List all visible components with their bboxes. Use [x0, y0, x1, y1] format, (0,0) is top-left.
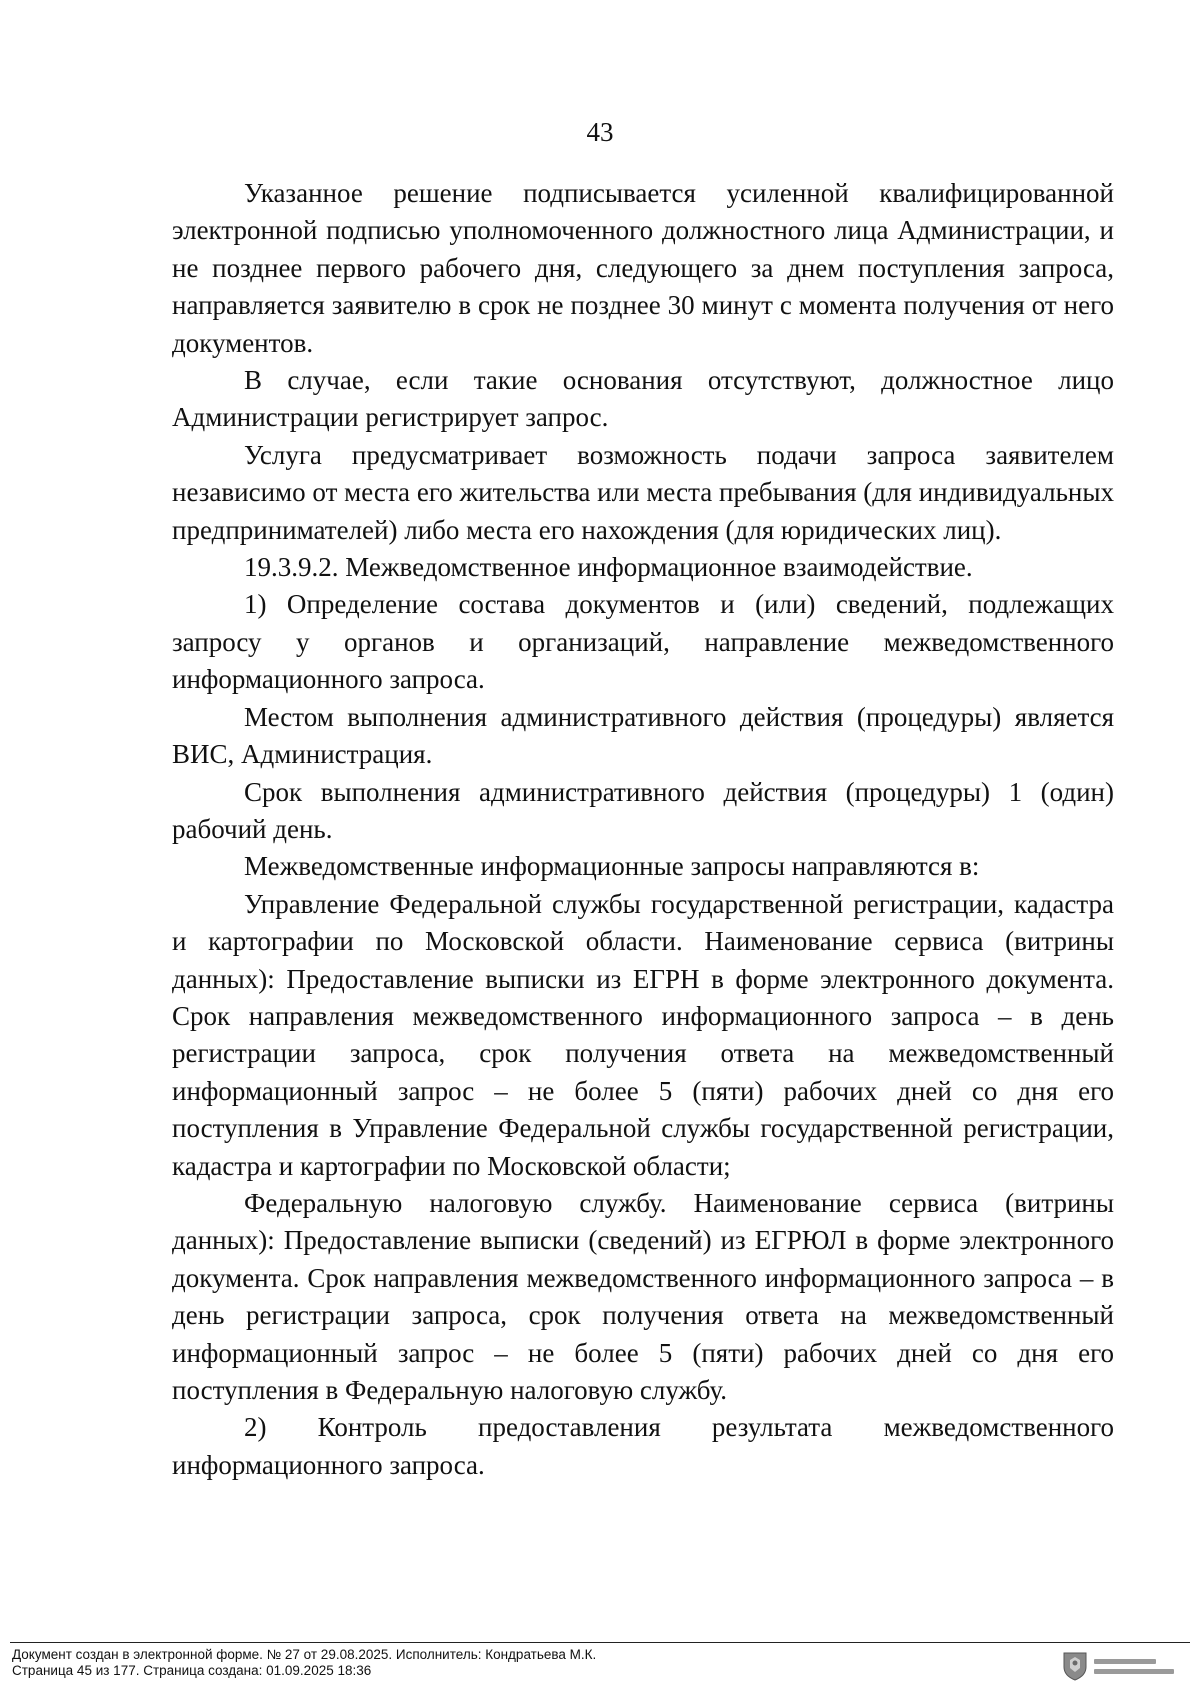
paragraph: В случае, если такие основания отсутствуют, должностное лицо Администрации регистрирует запрос.	[172, 365, 1114, 433]
page-number: 43	[586, 117, 614, 147]
document-body	[172, 175, 1114, 1484]
footer-divider	[10, 1642, 1190, 1643]
document-footer	[12, 1647, 596, 1679]
paragraph: Услуга предусматривает возможность подачи запроса заявителем независимо от места его жительства или места пребывания (для индивидуальных предпринимателей) либо места его нахождения (для юридических лиц).	[172, 439, 1114, 545]
government-logo	[1062, 1648, 1190, 1684]
footer-line-document-info: Документ создан в электронной форме. № 27 от 29.08.2025. Исполнитель: Кондратьева М.К.	[12, 1647, 597, 1662]
coat-of-arms-icon	[1062, 1651, 1088, 1681]
footer-line-page-info: Страница 45 из 177. Страница создана: 01.09.2025 18:36	[12, 1663, 372, 1678]
paragraph: Межведомственные информационные запросы направляются в:	[244, 851, 980, 882]
paragraph: 1) Определение состава документов и (или) сведений, подлежащих запросу у органов и организаций, направление межведомственного информационного запроса.	[172, 589, 1114, 695]
paragraph: 2) Контроль предоставления результата межведомственного информационного запроса.	[172, 1412, 1114, 1480]
paragraph: Местом выполнения административного действия (процедуры) является ВИС, Администрация.	[172, 701, 1114, 770]
paragraph: Указанное решение подписывается усиленной квалифицированной электронной подписью уполномоченного должностного лица Администрации, и не позднее первого рабочего дня, следующего за днем поступления запроса, направляется заявителю в срок не позднее 30 минут с момента получения от него документов.	[172, 178, 1114, 358]
paragraph: Федеральную налоговую службу. Наименование сервиса (витрины данных): Предоставление выписки (сведений) из ЕГРЮЛ в форме электронного документа. Срок направления межведомственного информационного запроса – в день регистрации запроса, срок получения ответа на межведомственный информационный запрос – не более 5 (пяти) рабочих дней со дня его поступления в Федеральную налоговую службу.	[172, 1187, 1114, 1405]
paragraph: Управление Федеральной службы государственной регистрации, кадастра и картографии по Московской области. Наименование сервиса (витрины данных): Предоставление выписки из ЕГРН в форме электронного документа. Срок направления межведомственного информационного запроса – в день регистрации запроса, срок получения ответа на межведомственный информационный запрос – не более 5 (пяти) рабочих дней со дня его поступления в Управление Федеральной службы государственной регистрации, кадастра и картографии по Московской области;	[172, 888, 1114, 1181]
logo-wordmark	[1094, 1659, 1174, 1674]
paragraph: 19.3.9.2. Межведомственное информационное взаимодействие.	[244, 552, 973, 583]
paragraph: Срок выполнения административного действия (процедуры) 1 (один) рабочий день.	[172, 776, 1114, 844]
